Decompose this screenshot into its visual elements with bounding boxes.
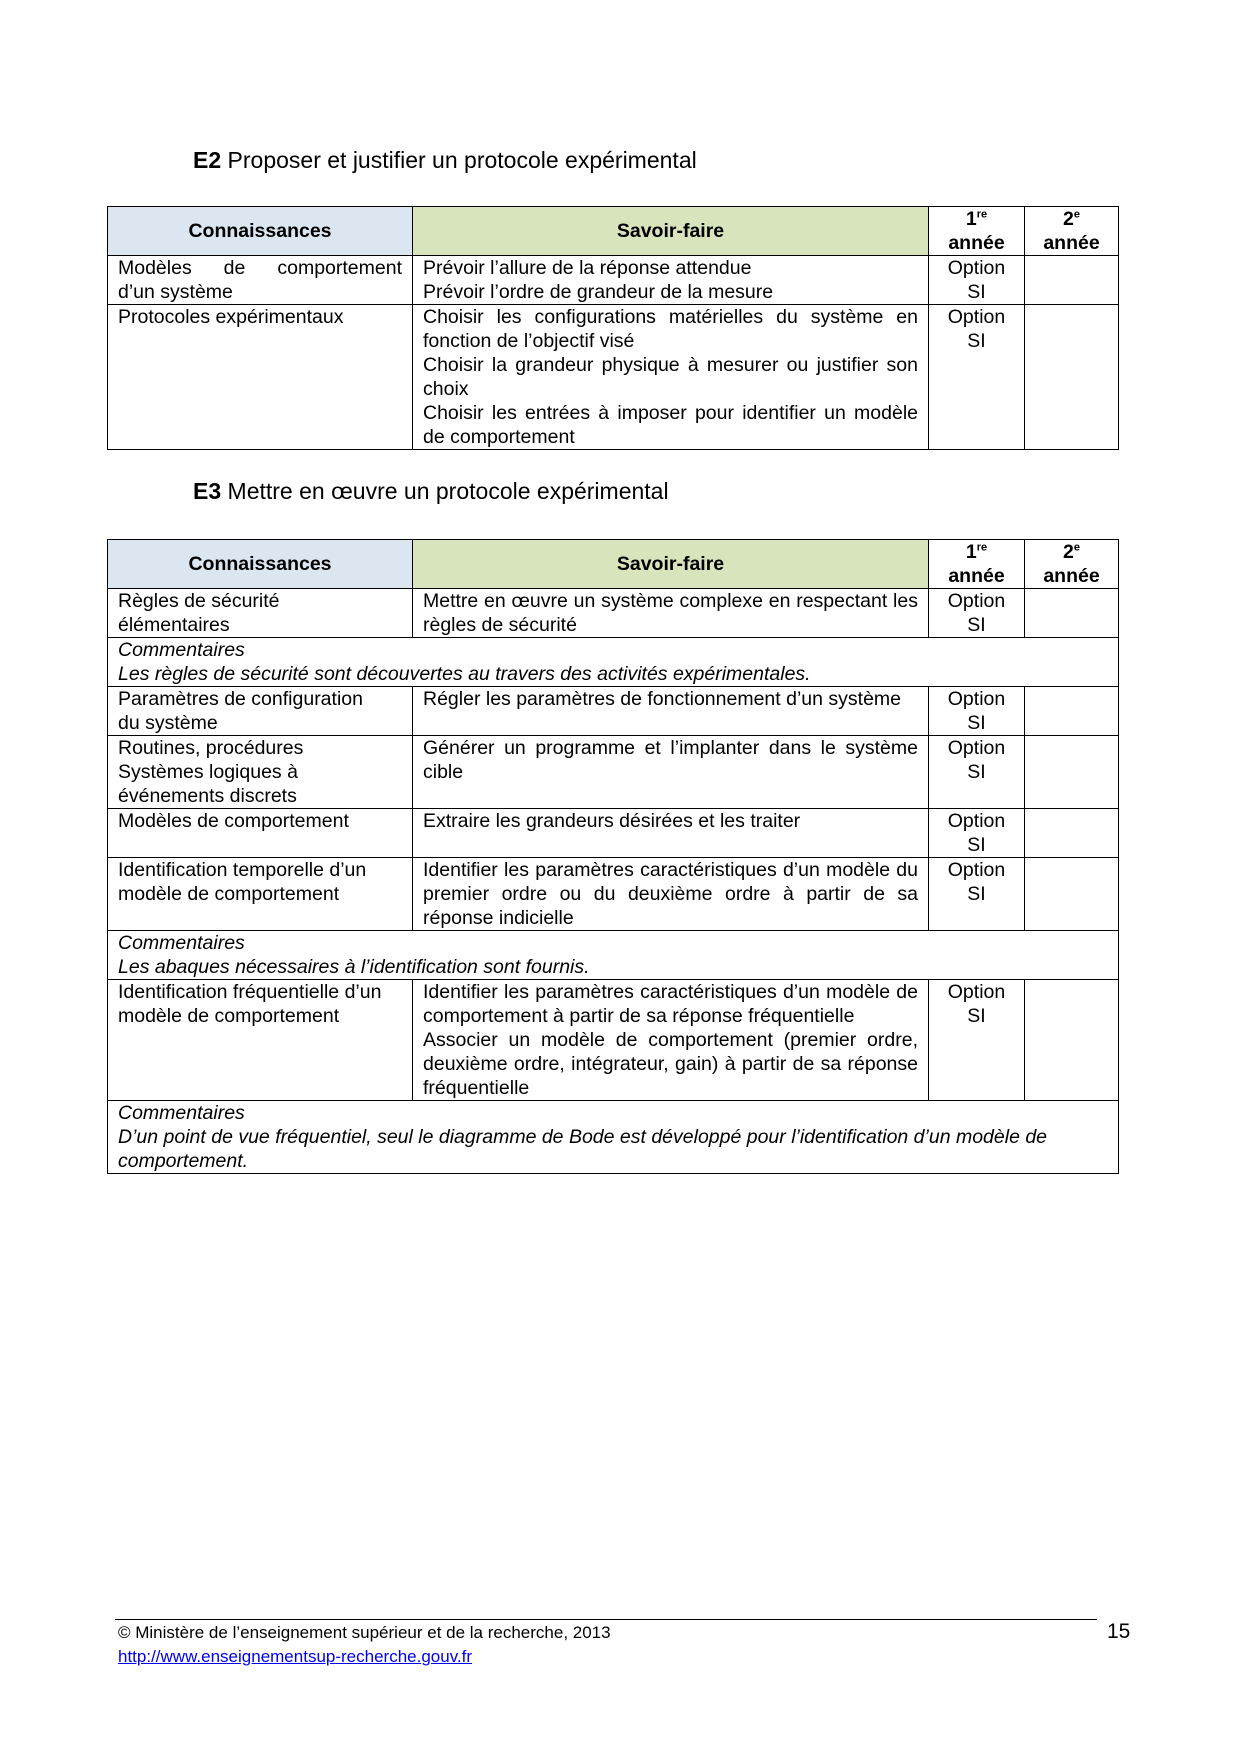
section-heading: Mettre en œuvre un protocole expérimental	[227, 478, 669, 504]
header-year-2: 2e année	[1025, 207, 1119, 256]
cell-savoir-faire: Identifier les paramètres caractéristiques d’un modèle du premier ordre ou du deuxième ordre à partir de sa réponse indicielle	[413, 858, 929, 931]
cell-connaissance: Routines, procédures Systèmes logiques à événements discrets	[108, 736, 413, 809]
cell-year-2	[1025, 687, 1119, 736]
cell-year-1: Option SI	[929, 858, 1025, 931]
comment-row	[108, 638, 1119, 687]
page-footer	[118, 1621, 611, 1669]
cell-year-2	[1025, 305, 1119, 450]
footer-divider	[115, 1619, 1097, 1620]
cell-savoir-faire: Générer un programme et l’implanter dans le système cible	[413, 736, 929, 809]
comment-row	[108, 931, 1119, 980]
table-header-row	[108, 540, 1119, 589]
cell-connaissance: Modèles de comportement d’un système	[108, 256, 413, 305]
comment-label: Commentaires	[118, 1102, 245, 1124]
section-heading: Proposer et justifier un protocole expérimental	[227, 147, 697, 173]
cell-year-1: Option SI	[929, 980, 1025, 1101]
page-number: 15	[1107, 1620, 1131, 1643]
comment-row	[108, 1101, 1119, 1174]
header-year-1: 1re année	[929, 540, 1025, 589]
footer-copyright: © Ministère de l’enseignement supérieur et de la recherche, 2013	[118, 1623, 611, 1642]
cell-year-2	[1025, 980, 1119, 1101]
cell-year-2	[1025, 809, 1119, 858]
cell-year-1: Option SI	[929, 256, 1025, 305]
comment-cell	[108, 931, 1119, 980]
competency-table-e2	[107, 206, 1119, 450]
header-savoir-faire: Savoir-faire	[413, 207, 929, 256]
comment-cell	[108, 1101, 1119, 1174]
section-code: E3	[193, 478, 222, 504]
comment-label: Commentaires	[118, 639, 245, 661]
cell-year-1: Option SI	[929, 589, 1025, 638]
competency-table-e3	[107, 539, 1119, 1174]
cell-year-1: Option SI	[929, 736, 1025, 809]
cell-connaissance: Paramètres de configuration du système	[108, 687, 413, 736]
cell-savoir-faire: Prévoir l’allure de la réponse attendue Prévoir l’ordre de grandeur de la mesure	[413, 256, 929, 305]
comment-label: Commentaires	[118, 932, 245, 954]
comment-cell	[108, 638, 1119, 687]
cell-connaissance: Protocoles expérimentaux	[108, 305, 413, 450]
cell-connaissance: Identification fréquentielle d’un modèle de comportement	[108, 980, 413, 1101]
cell-connaissance: Modèles de comportement	[108, 809, 413, 858]
table-row	[108, 736, 1119, 809]
table-row	[108, 980, 1119, 1101]
cell-savoir-faire: Extraire les grandeurs désirées et les traiter	[413, 809, 929, 858]
cell-savoir-faire: Choisir les configurations matérielles du système en fonction de l’objectif visé Choisir la grandeur physique à mesurer ou justifier son choix Choisir les entrées à imposer pour identifier un modèle de comportement	[413, 305, 929, 450]
table-header-row	[108, 207, 1119, 256]
cell-year-1: Option SI	[929, 809, 1025, 858]
cell-year-2	[1025, 589, 1119, 638]
cell-savoir-faire: Régler les paramètres de fonctionnement d’un système	[413, 687, 929, 736]
cell-year-2	[1025, 256, 1119, 305]
table-row	[108, 809, 1119, 858]
cell-connaissance: Identification temporelle d’un modèle de comportement	[108, 858, 413, 931]
cell-year-2	[1025, 858, 1119, 931]
cell-connaissance: Règles de sécurité élémentaires	[108, 589, 413, 638]
footer-link[interactable]: http://www.enseignementsup-recherche.gouv.fr	[118, 1647, 473, 1666]
table-row	[108, 305, 1119, 450]
cell-year-1: Option SI	[929, 687, 1025, 736]
cell-year-2	[1025, 736, 1119, 809]
table-row	[108, 256, 1119, 305]
header-year-2: 2e année	[1025, 540, 1119, 589]
cell-savoir-faire: Mettre en œuvre un système complexe en respectant les règles de sécurité	[413, 589, 929, 638]
table-row	[108, 589, 1119, 638]
section-title-e3	[193, 478, 669, 505]
comment-text: D’un point de vue fréquentiel, seul le diagramme de Bode est développé pour l’identification d’un modèle de comportement.	[118, 1126, 1048, 1172]
header-year-1: 1re année	[929, 207, 1025, 256]
section-code: E2	[193, 147, 222, 173]
header-savoir-faire: Savoir-faire	[413, 540, 929, 589]
table-row	[108, 687, 1119, 736]
cell-year-1: Option SI	[929, 305, 1025, 450]
cell-savoir-faire: Identifier les paramètres caractéristiques d’un modèle de comportement à partir de sa réponse fréquentielle Associer un modèle de comportement (premier ordre, deuxième ordre, intégrateur, gain) à partir de sa réponse fréquentielle	[413, 980, 929, 1101]
header-connaissances: Connaissances	[108, 540, 413, 589]
header-connaissances: Connaissances	[108, 207, 413, 256]
table-row	[108, 858, 1119, 931]
section-title-e2	[193, 147, 697, 174]
comment-text: Les règles de sécurité sont découvertes au travers des activités expérimentales.	[118, 663, 811, 685]
comment-text: Les abaques nécessaires à l’identification sont fournis.	[118, 956, 590, 978]
